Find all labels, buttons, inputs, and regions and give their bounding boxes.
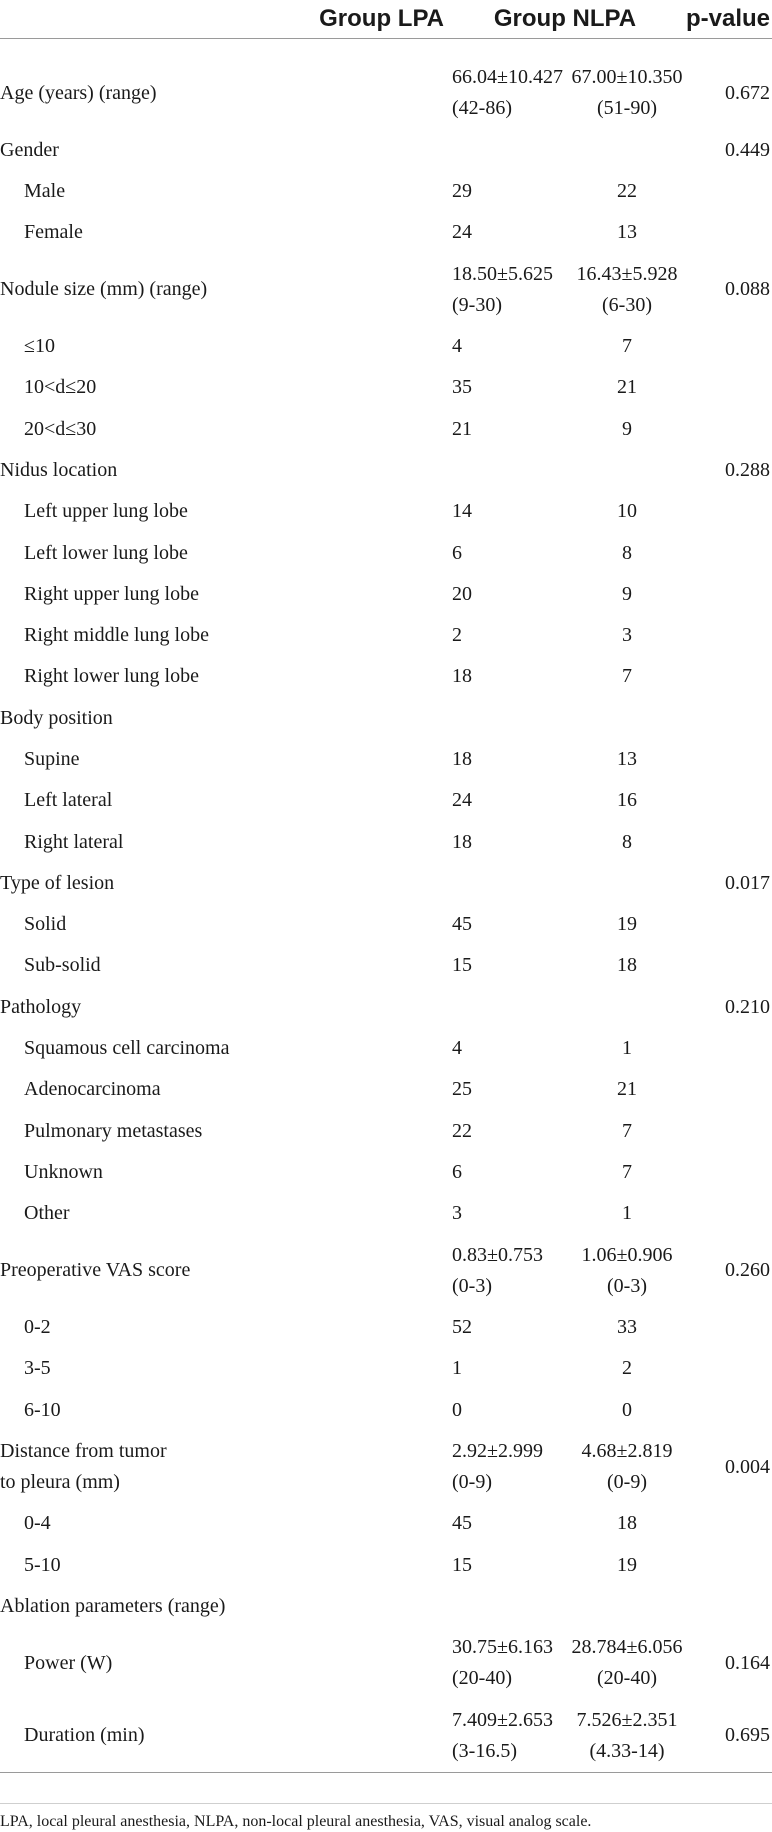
row-label xyxy=(0,656,300,697)
group-lpa-value xyxy=(300,987,446,1028)
table-row xyxy=(0,1234,772,1307)
row-label-line: Supine xyxy=(24,748,80,770)
table-row xyxy=(0,1586,772,1627)
group-nlpa-value-line: 19 xyxy=(617,1553,637,1576)
p-value xyxy=(684,532,772,573)
row-label xyxy=(0,739,300,780)
group-nlpa-value-line: (20-40) xyxy=(597,1667,657,1690)
p-value xyxy=(684,1503,772,1544)
group-nlpa-value xyxy=(446,1111,684,1152)
group-lpa-value: 18 xyxy=(452,665,472,688)
row-label-line: Preoperative VAS score xyxy=(0,1259,191,1282)
p-value xyxy=(684,1193,772,1234)
row-label-line: Other xyxy=(24,1202,70,1225)
group-nlpa-value xyxy=(446,863,684,904)
p-value xyxy=(684,326,772,367)
table-row xyxy=(0,698,772,739)
row-label-line: Adenocarcinoma xyxy=(24,1078,161,1101)
header-spacer xyxy=(0,39,772,58)
row-label-line: Left upper lung lobe xyxy=(24,500,188,523)
row-label xyxy=(0,945,300,986)
row-label-line: 5-10 xyxy=(24,1553,61,1576)
group-lpa-value: 2.92±2.999 (0-9) xyxy=(452,1440,543,1494)
group-lpa-value: 18.50±5.625 (9-30) xyxy=(452,262,553,316)
p-value xyxy=(684,1069,772,1110)
table-row xyxy=(0,1700,772,1773)
p-value xyxy=(684,780,772,821)
group-lpa-value: 15 xyxy=(452,1553,472,1576)
group-nlpa-value-line: 13 xyxy=(617,221,637,244)
table-row xyxy=(0,130,772,171)
group-nlpa-value-line: 19 xyxy=(617,913,637,936)
row-label xyxy=(0,1431,300,1504)
group-lpa-value: 18 xyxy=(452,830,472,853)
row-label xyxy=(0,1234,300,1307)
p-value: 0.210 xyxy=(725,995,770,1018)
group-nlpa-value-line: (6-30) xyxy=(602,293,652,316)
p-value xyxy=(684,1348,772,1389)
group-lpa-value: 25 xyxy=(452,1078,472,1101)
row-label xyxy=(0,863,300,904)
table-row xyxy=(0,491,772,532)
row-label-line: 20<d≤30 xyxy=(24,417,97,440)
table-row xyxy=(0,253,772,326)
group-lpa-value xyxy=(300,450,446,491)
group-lpa-value: 15 xyxy=(452,954,472,977)
group-nlpa-value-line: 9 xyxy=(622,417,632,440)
row-label-line: ≤10 xyxy=(24,335,55,358)
header-variable xyxy=(0,0,300,39)
row-label xyxy=(0,171,300,212)
group-lpa-value: 0 xyxy=(452,1398,462,1421)
row-label xyxy=(0,1627,300,1700)
group-nlpa-value-line: (0-3) xyxy=(607,1274,647,1297)
table-row xyxy=(0,1193,772,1234)
footnote-divider xyxy=(0,1803,772,1804)
group-nlpa-value xyxy=(446,1028,684,1069)
group-lpa-value xyxy=(300,1586,446,1627)
table-header-row xyxy=(0,0,772,39)
row-label-line: to pleura (mm) xyxy=(0,1471,120,1494)
group-nlpa-value-line: 21 xyxy=(617,376,637,399)
group-lpa-value xyxy=(300,863,446,904)
row-label-line: Male xyxy=(24,179,66,202)
group-nlpa-value xyxy=(446,367,684,408)
group-nlpa-value-line: (0-9) xyxy=(607,1471,647,1494)
group-nlpa-value xyxy=(446,821,684,862)
group-nlpa-value-line: 7 xyxy=(622,665,632,688)
row-label xyxy=(0,1069,300,1110)
group-lpa-value: 21 xyxy=(452,417,472,440)
group-nlpa-value-line: 4.68±2.819 xyxy=(581,1440,673,1463)
p-value: 0.017 xyxy=(725,871,770,894)
group-nlpa-value xyxy=(446,1503,684,1544)
p-value: 0.164 xyxy=(725,1651,770,1674)
group-lpa-value: 29 xyxy=(452,179,472,202)
row-label-line: Pulmonary metastases xyxy=(24,1119,203,1142)
group-nlpa-value-line: 28.784±6.056 xyxy=(571,1636,683,1659)
p-value xyxy=(684,945,772,986)
row-label-line: 0-2 xyxy=(24,1316,51,1339)
group-nlpa-value xyxy=(446,212,684,253)
group-nlpa-value-line: 9 xyxy=(622,582,632,605)
group-lpa-value: 22 xyxy=(452,1119,472,1142)
row-label-line: 6-10 xyxy=(24,1398,61,1421)
group-nlpa-value xyxy=(446,574,684,615)
table-row xyxy=(0,1152,772,1193)
row-label-line: Distance from tumor xyxy=(0,1440,167,1463)
group-lpa-value xyxy=(300,698,446,739)
group-nlpa-value xyxy=(446,904,684,945)
group-nlpa-value xyxy=(446,987,684,1028)
group-nlpa-value-line: 7 xyxy=(622,335,632,358)
header-group-lpa: Group LPA xyxy=(300,0,446,39)
group-nlpa-value-line: 18 xyxy=(617,1512,637,1535)
row-label-line: Left lower lung lobe xyxy=(24,541,188,564)
group-lpa-value: 45 xyxy=(452,1512,472,1535)
row-label-line: Sub-solid xyxy=(24,954,101,977)
table-row xyxy=(0,615,772,656)
row-label-line: 10<d≤20 xyxy=(24,376,97,399)
group-lpa-value: 24 xyxy=(452,221,472,244)
p-value xyxy=(684,904,772,945)
group-lpa-value xyxy=(300,130,446,171)
row-label xyxy=(0,1586,300,1627)
table-row xyxy=(0,904,772,945)
p-value: 0.260 xyxy=(725,1259,770,1282)
group-lpa-value: 24 xyxy=(452,789,472,812)
p-value xyxy=(684,656,772,697)
row-label xyxy=(0,1390,300,1431)
group-lpa-value: 4 xyxy=(452,335,462,358)
row-label-line: Squamous cell carcinoma xyxy=(24,1037,230,1060)
group-lpa-value: 6 xyxy=(452,1160,462,1183)
p-value xyxy=(684,1545,772,1586)
row-label-line: Right lateral xyxy=(24,830,124,853)
row-label xyxy=(0,532,300,573)
row-label xyxy=(0,367,300,408)
group-lpa-value: 14 xyxy=(452,500,472,523)
group-nlpa-value xyxy=(446,1069,684,1110)
group-nlpa-value xyxy=(446,408,684,449)
group-nlpa-value xyxy=(446,532,684,573)
row-label-line: Right middle lung lobe xyxy=(24,624,209,647)
row-label-line: Type of lesion xyxy=(0,871,115,894)
group-nlpa-value-line: 1.06±0.906 xyxy=(581,1243,673,1266)
group-lpa-value: 6 xyxy=(452,541,462,564)
row-label-line: Age (years) (range) xyxy=(0,81,157,104)
table-row xyxy=(0,1069,772,1110)
group-nlpa-value-line: (51-90) xyxy=(597,97,657,120)
group-lpa-value: 52 xyxy=(452,1316,472,1339)
p-value xyxy=(684,1152,772,1193)
table-row xyxy=(0,212,772,253)
table-row xyxy=(0,1111,772,1152)
row-label xyxy=(0,57,300,130)
row-label xyxy=(0,987,300,1028)
row-label-line: Unknown xyxy=(24,1160,103,1183)
row-label-line: Ablation parameters (range) xyxy=(0,1595,226,1618)
group-nlpa-value xyxy=(446,1348,684,1389)
row-label xyxy=(0,904,300,945)
group-nlpa-value xyxy=(446,130,684,171)
group-nlpa-value xyxy=(446,491,684,532)
table-row xyxy=(0,574,772,615)
row-label xyxy=(0,1348,300,1389)
group-nlpa-value-line: 21 xyxy=(617,1078,637,1101)
p-value: 0.088 xyxy=(725,278,770,301)
group-nlpa-value-line: 16.43±5.928 xyxy=(576,262,678,285)
row-label-line: Right lower lung lobe xyxy=(24,665,199,688)
table-row xyxy=(0,1028,772,1069)
p-value: 0.288 xyxy=(725,458,770,481)
table-row xyxy=(0,326,772,367)
group-nlpa-value-line: 16 xyxy=(617,789,637,812)
group-lpa-value: 0.83±0.753 (0-3) xyxy=(452,1243,543,1297)
p-value xyxy=(684,1390,772,1431)
row-label xyxy=(0,450,300,491)
p-value: 0.695 xyxy=(684,1700,772,1773)
group-nlpa-value-line: 1 xyxy=(622,1037,632,1060)
p-value xyxy=(684,408,772,449)
group-nlpa-value-line: 2 xyxy=(622,1357,632,1380)
row-label xyxy=(0,1503,300,1544)
row-label-line: Gender xyxy=(0,138,59,161)
group-nlpa-value xyxy=(446,739,684,780)
group-nlpa-value-line: 1 xyxy=(622,1202,632,1225)
table-row xyxy=(0,1545,772,1586)
row-label-line: Nidus location xyxy=(0,458,118,481)
table-row xyxy=(0,987,772,1028)
table-footnote: LPA, local pleural anesthesia, NLPA, non-local pleural anesthesia, VAS, visual analog scale. xyxy=(0,1813,592,1830)
row-label-line: Female xyxy=(24,221,83,244)
table-row xyxy=(0,821,772,862)
group-nlpa-value xyxy=(446,1390,684,1431)
row-label xyxy=(0,491,300,532)
group-nlpa-value xyxy=(446,326,684,367)
group-nlpa-value-line: 18 xyxy=(617,954,637,977)
group-nlpa-value-line: 8 xyxy=(622,541,632,564)
row-label xyxy=(0,1307,300,1348)
group-nlpa-value-line: (4.33-14) xyxy=(589,1739,665,1762)
row-label xyxy=(0,1700,300,1773)
group-lpa-value: 7.409±2.653 (3-16.5) xyxy=(300,1700,446,1773)
table-body xyxy=(0,39,772,1773)
group-nlpa-value xyxy=(446,945,684,986)
row-label xyxy=(0,1152,300,1193)
row-label xyxy=(0,212,300,253)
row-label xyxy=(0,821,300,862)
table-row xyxy=(0,863,772,904)
header-p-value: p-value xyxy=(684,0,772,39)
table-row xyxy=(0,1503,772,1544)
table-row xyxy=(0,1348,772,1389)
group-lpa-value: 2 xyxy=(452,624,462,647)
row-label xyxy=(0,1545,300,1586)
group-nlpa-value-line: 67.00±10.350 xyxy=(571,66,683,89)
row-label xyxy=(0,253,300,326)
table-row xyxy=(0,1431,772,1504)
p-value xyxy=(684,1586,772,1627)
table-row xyxy=(0,1307,772,1348)
group-lpa-value: 35 xyxy=(452,376,472,399)
group-nlpa-value-line: 33 xyxy=(617,1316,637,1339)
row-label-line: Power (W) xyxy=(24,1651,113,1674)
spacer-cell xyxy=(0,39,772,58)
group-lpa-value: 66.04±10.427 (42-86) xyxy=(452,66,563,120)
row-label-line: 3-5 xyxy=(24,1357,51,1380)
row-label xyxy=(0,408,300,449)
row-label xyxy=(0,698,300,739)
row-label-line: Pathology xyxy=(0,995,82,1018)
group-nlpa-value xyxy=(446,780,684,821)
row-label xyxy=(0,574,300,615)
group-lpa-value: 1 xyxy=(452,1357,462,1380)
table-row xyxy=(0,780,772,821)
table-row xyxy=(0,408,772,449)
row-label xyxy=(0,1193,300,1234)
row-label-line: Duration (min) xyxy=(24,1724,145,1747)
group-nlpa-value-line: 0 xyxy=(622,1398,632,1421)
row-label-line: Left lateral xyxy=(24,789,113,812)
group-nlpa-value xyxy=(446,171,684,212)
p-value xyxy=(684,212,772,253)
p-value xyxy=(684,1307,772,1348)
p-value: 0.449 xyxy=(725,138,770,161)
row-label-line: 0-4 xyxy=(24,1512,51,1535)
p-value: 0.672 xyxy=(725,81,770,104)
p-value xyxy=(684,739,772,780)
p-value: 0.004 xyxy=(725,1455,770,1478)
row-label xyxy=(0,1028,300,1069)
group-nlpa-value xyxy=(446,450,684,491)
row-label xyxy=(0,780,300,821)
group-lpa-value: 4 xyxy=(452,1037,462,1060)
table-row xyxy=(0,367,772,408)
group-lpa-value: 30.75±6.163 (20-40) xyxy=(452,1636,553,1690)
row-label-line: Nodule size (mm) (range) xyxy=(0,278,208,301)
p-value xyxy=(684,698,772,739)
table-row xyxy=(0,1627,772,1700)
table-row xyxy=(0,532,772,573)
row-label xyxy=(0,130,300,171)
group-lpa-value: 45 xyxy=(452,913,472,936)
table-row xyxy=(0,1390,772,1431)
group-nlpa-value-line: 22 xyxy=(617,179,637,202)
group-lpa-value: 18 xyxy=(452,748,472,770)
group-nlpa-value-line: 7 xyxy=(622,1119,632,1142)
table-row xyxy=(0,656,772,697)
p-value xyxy=(684,367,772,408)
row-label-line: Right upper lung lobe xyxy=(24,582,199,605)
group-nlpa-value xyxy=(446,1545,684,1586)
table-row xyxy=(0,945,772,986)
row-label xyxy=(0,1111,300,1152)
p-value xyxy=(684,615,772,656)
group-nlpa-value xyxy=(446,615,684,656)
p-value xyxy=(684,1028,772,1069)
p-value xyxy=(684,1111,772,1152)
group-nlpa-value-line: 3 xyxy=(622,624,632,647)
group-nlpa-value xyxy=(446,698,684,739)
row-label xyxy=(0,615,300,656)
row-label-line: Body position xyxy=(0,706,113,729)
group-nlpa-value-line: 8 xyxy=(622,830,632,853)
group-nlpa-value-line: 13 xyxy=(617,748,637,770)
group-lpa-value: 20 xyxy=(452,582,472,605)
group-nlpa-value-line: 7 xyxy=(622,1160,632,1183)
group-nlpa-value xyxy=(446,1586,684,1627)
group-nlpa-value-line: 7.526±2.351 xyxy=(576,1708,678,1731)
group-nlpa-value xyxy=(446,656,684,697)
p-value xyxy=(684,491,772,532)
group-nlpa-value xyxy=(446,1152,684,1193)
group-lpa-value: 3 xyxy=(452,1202,462,1225)
row-label-line: Solid xyxy=(24,913,67,936)
table-row xyxy=(0,739,772,780)
row-label xyxy=(0,326,300,367)
header-group-nlpa: Group NLPA xyxy=(446,0,684,39)
p-value xyxy=(684,171,772,212)
group-nlpa-value-line: 10 xyxy=(617,500,637,523)
table-row xyxy=(0,450,772,491)
p-value xyxy=(684,574,772,615)
table-row xyxy=(0,171,772,212)
group-nlpa-value xyxy=(446,1307,684,1348)
table-row xyxy=(0,57,772,130)
p-value xyxy=(684,821,772,862)
group-nlpa-value xyxy=(446,1193,684,1234)
